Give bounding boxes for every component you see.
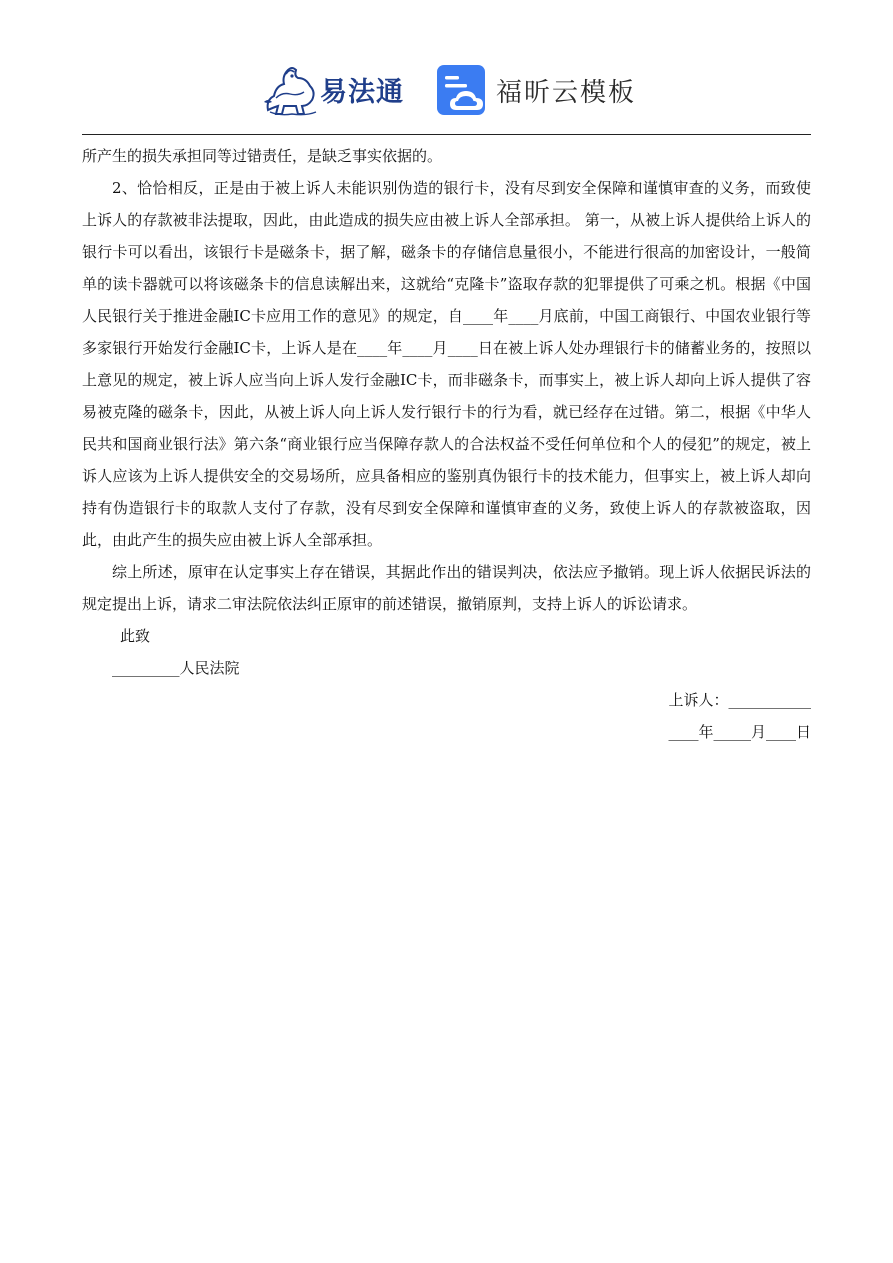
page-header bbox=[0, 0, 893, 134]
appellant-signature: 上诉人：___________ bbox=[668, 691, 811, 709]
court-name-blank: _________人民法院 bbox=[112, 659, 240, 677]
paragraph-argument-2: 2、恰恰相反，正是由于被上诉人未能识别伪造的银行卡，没有尽到安全保障和谨慎审查的义务，而致使上诉人的存款被非法提取，因此，由此造成的损失应由被上诉人全部承担。 第一，从被上诉人提供给上诉人的银行卡可以看出，该银行卡是磁条卡，据了解，磁条卡的存储信息量很小，不能进行很高的加密设计，一般简单的读卡器就可以将该磁条卡的信息读解出来，这就给“克隆卡”盗取存款的犯罪提供了可乘之机。根据《中国人民银行关于推进金融IC卡应用工作的意见》的规定，自____年____月底前，中国工商银行、中国农业银行等多家银行开始发行金融IC卡，上诉人是在____年____月____日在被上诉人处办理银行卡的储蓄业务的，按照以上意见的规定，被上诉人应当向上诉人发行金融IC卡，而非磁条卡，而事实上，被上诉人却向上诉人提供了容易被克隆的磁条卡，因此，从被上诉人向上诉人发行银行卡的行为看，就已经存在过错。第二，根据《中华人民共和国商业银行法》第六条“商业银行应当保障存款人的合法权益不受任何单位和个人的侵犯”的规定，被上诉人应该为上诉人提供安全的交易场所，应具备相应的鉴别真伪银行卡的技术能力，但事实上，被上诉人却向持有伪造银行卡的取款人支付了存款，没有尽到安全保障和谨慎审查的义务，致使上诉人的存款被盗取，因此，由此产生的损失应由被上诉人全部承担。 bbox=[82, 179, 811, 549]
header-divider bbox=[82, 134, 811, 135]
yifatong-logo bbox=[262, 62, 412, 118]
brand-right-text: 福昕云模板 bbox=[496, 78, 637, 108]
paragraph-conclusion: 综上所述，原审在认定事实上存在错误，其据此作出的错误判决，依法应予撤销。现上诉人依据民诉法的规定提出上诉，请求二审法院依法纠正原审的前述错误，撤销原判，支持上诉人的诉讼请求。 bbox=[82, 563, 811, 613]
cloud-document-icon bbox=[436, 64, 488, 116]
salutation: 此致 bbox=[120, 627, 151, 645]
qilin-logo-icon bbox=[262, 62, 320, 118]
signature-date: ____年_____月____日 bbox=[668, 723, 811, 741]
document-body bbox=[82, 140, 811, 748]
brand-left-text: 易法通 bbox=[320, 77, 404, 108]
paragraph-continuation: 所产生的损失承担同等过错责任，是缺乏事实依据的。 bbox=[82, 147, 443, 165]
fuxin-logo bbox=[436, 64, 636, 120]
